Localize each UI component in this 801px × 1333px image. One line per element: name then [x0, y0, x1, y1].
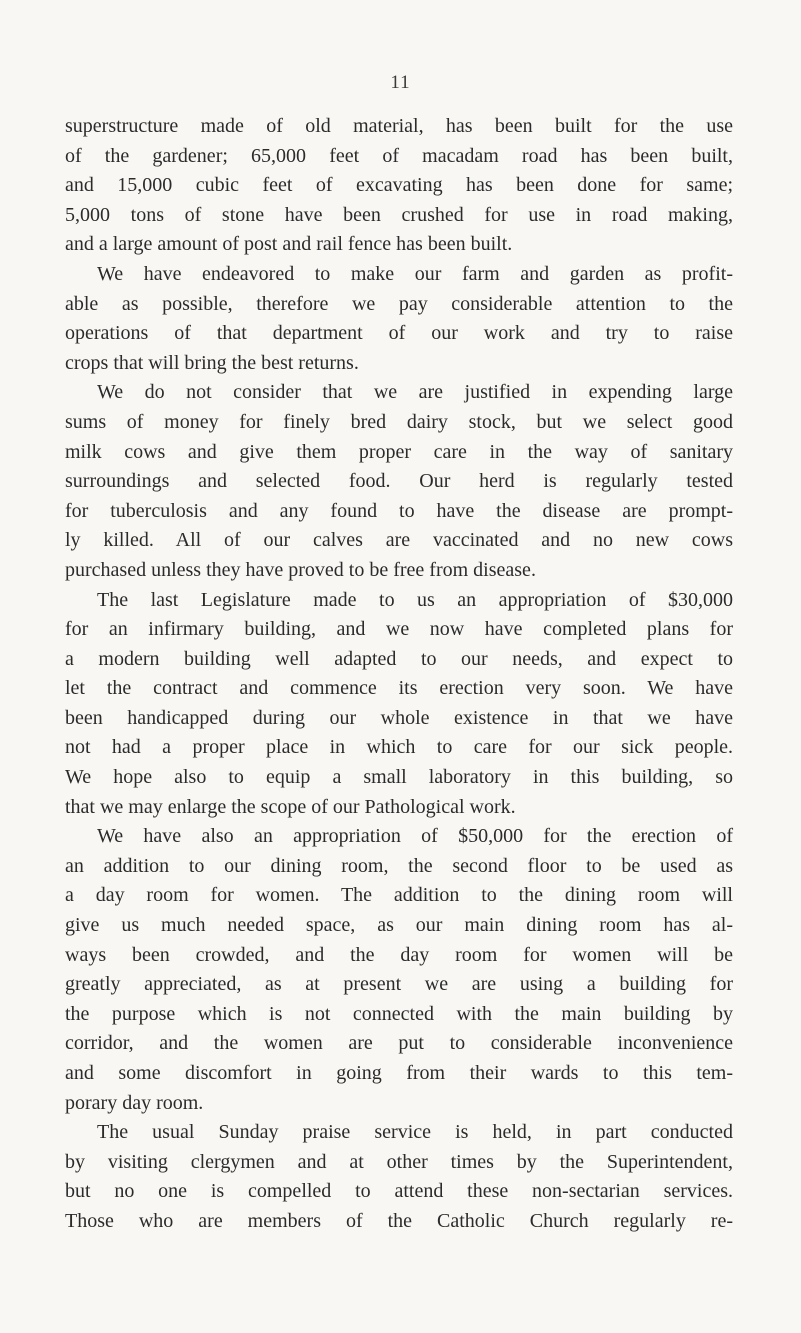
text-line: We have endeavored to make our farm and garden as profit-	[97, 262, 733, 285]
text-line: for an infirmary building, and we now have completed plans for	[65, 618, 733, 641]
text-line: give us much needed space, as our main dining room has al-	[65, 914, 733, 937]
text-line: of the gardener; 65,000 feet of macadam road has been built,	[65, 144, 733, 167]
text-line: and some discomfort in going from their wards to this tem-	[65, 1062, 733, 1084]
text-line: greatly appreciated, as at present we are using a building for	[65, 973, 733, 996]
text-line: 5,000 tons of stone have been crushed for use in road making,	[65, 203, 733, 226]
text-line: by visiting clergymen and at other times by the Superintendent,	[65, 1150, 733, 1173]
text-line: We hope also to equip a small laboratory in this building, so	[65, 766, 733, 789]
text-line: porary day room.	[65, 1091, 204, 1114]
text-line: The usual Sunday praise service is held, in part conducted	[97, 1121, 733, 1144]
text-line: and 15,000 cubic feet of excavating has been done for same;	[65, 174, 733, 197]
text-line: let the contract and commence its erection very soon. We have	[65, 677, 733, 700]
text-line: We have also an appropriation of $50,000 for the erection of	[97, 825, 733, 848]
text-line: surroundings and selected food. Our herd is regularly tested	[65, 470, 733, 493]
paragraph-sunday-service	[65, 1118, 733, 1236]
text-line: not had a proper place in which to care for our sick people.	[65, 736, 733, 759]
text-line: the purpose which is not connected with the main building by	[65, 1002, 733, 1025]
paragraph-continuation	[65, 112, 733, 260]
text-line: milk cows and give them proper care in the way of sanitary	[65, 440, 733, 463]
paragraph-dining-room	[65, 822, 733, 1118]
body-text	[65, 112, 733, 1237]
paragraph-farm-garden	[65, 260, 733, 378]
paragraph-dairy-stock	[65, 378, 733, 585]
text-line: a day room for women. The addition to the dining room will	[65, 884, 733, 907]
text-line: ly killed. All of our calves are vaccinated and no new cows	[65, 529, 733, 552]
text-line: The last Legislature made to us an appropriation of $30,000	[97, 588, 733, 611]
text-line: operations of that department of our work and try to raise	[65, 322, 733, 345]
text-line: an addition to our dining room, the second floor to be used as	[65, 854, 733, 877]
text-line: been handicapped during our whole existence in that we have	[65, 706, 733, 729]
text-line: sums of money for finely bred dairy stock, but we select good	[65, 410, 733, 433]
text-line: a modern building well adapted to our needs, and expect to	[65, 647, 733, 670]
page-number: 11	[390, 72, 411, 93]
text-line: that we may enlarge the scope of our Pathological work.	[65, 795, 516, 818]
text-line: We do not consider that we are justified in expending large	[97, 381, 733, 404]
paragraph-infirmary	[65, 586, 733, 823]
text-line: for tuberculosis and any found to have the disease are prompt-	[65, 499, 733, 522]
text-line: able as possible, therefore we pay considerable attention to the	[65, 292, 733, 315]
text-line: corridor, and the women are put to considerable inconvenience	[65, 1032, 733, 1055]
text-line: crops that will bring the best returns.	[65, 351, 359, 374]
text-line: but no one is compelled to attend these non-sectarian services.	[65, 1180, 733, 1203]
text-line: ways been crowded, and the day room for women will be	[65, 943, 733, 966]
text-line: purchased unless they have proved to be free from disease.	[65, 558, 536, 581]
text-line: Those who are members of the Catholic Church regularly re-	[65, 1209, 733, 1232]
text-line: and a large amount of post and rail fence has been built.	[65, 233, 513, 256]
text-line: superstructure made of old material, has been built for the use	[65, 115, 733, 137]
